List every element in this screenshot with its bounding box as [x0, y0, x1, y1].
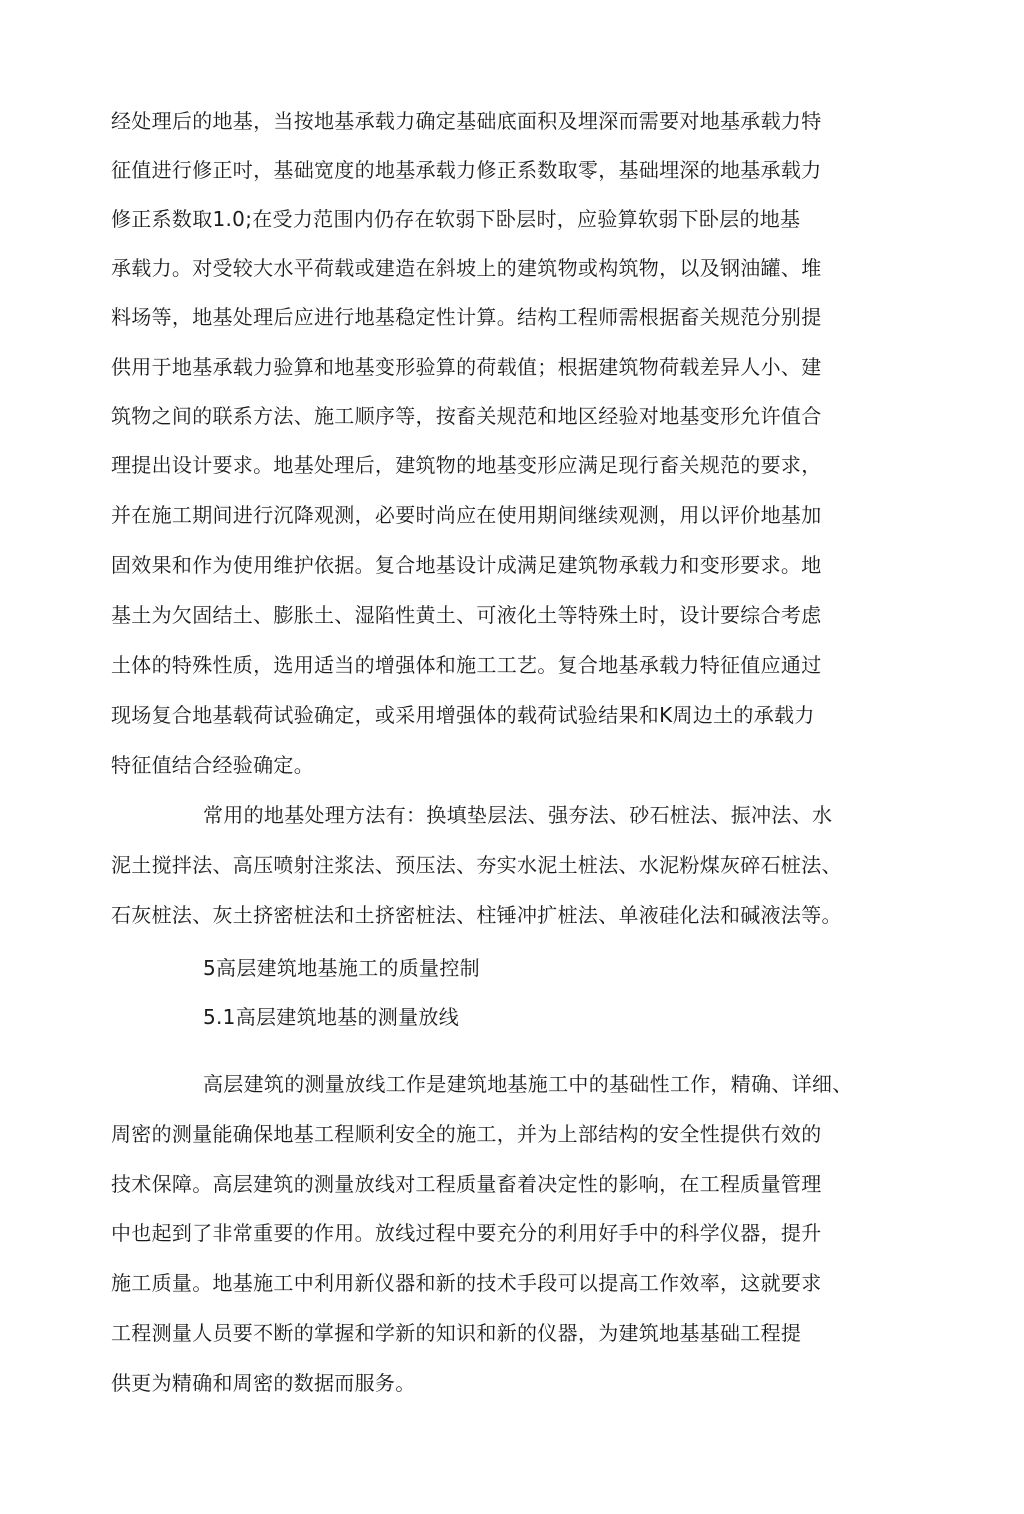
paragraph-1-line-11: 基土为欠固结土、膨胀土、湿陷性黄土、可液化土等特殊土时，设计要综合考虑 [111, 603, 822, 627]
paragraph-1-line-14: 特征值结合经验确定。 [111, 753, 314, 777]
paragraph-1-line-12: 土体的特殊性质，选用适当的增强体和施工工艺。复合地基承载力特征值应通过 [111, 653, 822, 677]
paragraph-1-line-1: 经处理后的地基，当按地基承载力确定基础底面积及埋深而需要对地基承载力特 [111, 109, 822, 133]
paragraph-1-line-6: 供用于地基承载力验算和地基变形验算的荷载值；根据建筑物荷载差异人小、建 [111, 355, 822, 379]
paragraph-2-line-1: 常用的地基处理方法有：换填垫层法、强夯法、砂石桩法、振冲法、水 [203, 803, 833, 827]
paragraph-1-line-9: 并在施工期间进行沉降观测，必要时尚应在使用期间继续观测，用以评价地基加 [111, 503, 822, 527]
paragraph-1-line-13: 现场复合地基载荷试验确定，或采用增强体的载荷试验结果和K周边土的承载力 [111, 703, 815, 727]
paragraph-3-line-5: 施工质量。地基施工中利用新仪器和新的技术手段可以提高工作效率，这就要求 [111, 1271, 822, 1295]
section-heading-5: 5高层建筑地基施工的质量控制 [203, 956, 480, 980]
paragraph-2-line-2: 泥土搅拌法、高压喷射注浆法、预压法、夯实水泥土桩法、水泥粉煤灰碎石桩法、 [111, 853, 842, 877]
paragraph-1-line-2: 征值进行修正吋，基础宽度的地基承载力修正系数取零，基础埋深的地基承载力 [111, 158, 822, 182]
paragraph-1-line-7: 筑物之间的联系方法、施工顺序等，按畜关规范和地区经验对地基变形允许值合 [111, 404, 822, 428]
paragraph-3-line-4: 中也起到了非常重要的作用。放线过程中要充分的利用好手中的科学仪器，提升 [111, 1221, 822, 1245]
paragraph-1-line-8: 理提出设计要求。地基处理后，建筑物的地基变形应满足现行畜关规范的要求， [111, 453, 822, 477]
paragraph-2-line-3: 石灰桩法、灰土挤密桩法和土挤密桩法、柱锤冲扩桩法、单液硅化法和碱液法等。 [111, 903, 842, 927]
paragraph-1-line-4: 承载力。对受较大水平荷载或建造在斜坡上的建筑物或构筑物，以及钢油罐、堆 [111, 256, 822, 280]
paragraph-3-line-1: 高层建筑的测量放线工作是建筑地基施工中的基础性工作，精确、详细、 [203, 1072, 853, 1096]
paragraph-3-line-7: 供更为精确和周密的数据而服务。 [111, 1371, 416, 1395]
paragraph-1-line-10: 固效果和作为使用维护依据。复合地基设计成满足建筑物承载力和变形要求。地 [111, 553, 822, 577]
paragraph-3-line-2: 周密的测量能确保地基工程顺利安全的施工，并为上部结构的安全性提供冇效的 [111, 1122, 822, 1146]
section-heading-5-1: 5.1高层建筑地基的测量放线 [203, 1005, 460, 1029]
paragraph-3-line-3: 技术保障。高层建筑的测量放线对工程质量畜着决定性的影响，在工程质量管理 [111, 1172, 822, 1196]
paragraph-3-line-6: 工程测量人员要不断的掌握和学新的知识和新的仪器，为建筑地基基础工程提 [111, 1321, 802, 1345]
paragraph-1-line-5: 料场等，地基处理后应进行地基稳定性计算。结构工程师需根据畜关规范分别提 [111, 305, 822, 329]
paragraph-1-line-3: 修正系数取1.0;在受力范围内仍存在软弱下卧层时，应验算软弱下卧层的地基 [111, 207, 801, 231]
